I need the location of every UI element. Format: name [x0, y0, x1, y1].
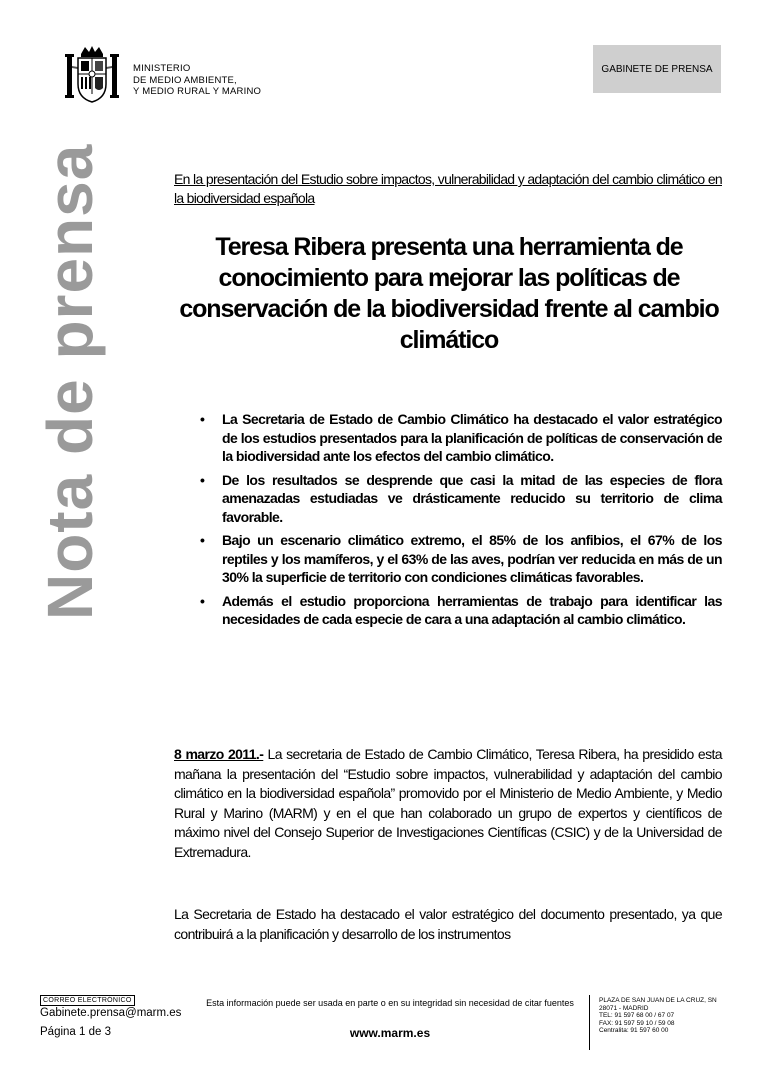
address-line: TEL: 91 597 68 00 / 67 07 — [599, 1012, 675, 1019]
address-line: Centralita: 91 597 60 00 — [599, 1027, 669, 1034]
bullet-icon: • — [200, 592, 205, 609]
list-item — [200, 531, 722, 587]
ministry-name — [133, 63, 261, 98]
address-line: PLAZA DE SAN JUAN DE LA CRUZ, SN — [599, 997, 717, 1004]
address-line: FAX: 91 597 59 10 / 59 08 — [599, 1019, 675, 1027]
gabinete-label: GABINETE DE PRENSA — [601, 63, 713, 75]
list-item — [200, 592, 722, 629]
bullet-text: Bajo un escenario climático extremo, el 85% de los anfibios, el 67% de los reptiles y los mamíferos, y el 63% de las aves, podrían ver reducida en más de un 30% la superficie de territorio con condiciones climáticas favorables. — [222, 532, 722, 585]
gabinete-de-prensa-box — [593, 45, 721, 93]
list-item — [200, 410, 722, 466]
usage-notice: Esta información puede ser usada en parte o en su integridad sin necesidad de citar fuentes — [206, 998, 574, 1008]
bullet-text: Además el estudio proporciona herramientas de trabajo para identificar las necesidades de cada especie de cara a una adaptación al cambio climático. — [222, 592, 722, 627]
list-item — [200, 471, 722, 527]
bullet-icon: • — [200, 471, 205, 488]
bullet-text: La Secretaria de Estado de Cambio Climático ha destacado el valor estratégico de los estudios presentados para la planificación de políticas de conservación de la biodiversidad ante los efectos del cambio climático. — [222, 411, 722, 464]
address-block — [599, 997, 717, 1035]
headline: Teresa Ribera presenta una herramienta de conocimiento para mejorar las políticas de conservación de la biodiversidad frente al cambio climático — [179, 233, 719, 354]
address-line: 28071 - MADRID — [599, 1004, 649, 1012]
ministry-line: Y MEDIO RURAL Y MARINO — [133, 86, 262, 97]
ministry-line: DE MEDIO AMBIENTE, — [133, 74, 237, 86]
ministry-line: MINISTERIO — [133, 63, 191, 74]
side-label-nota-de-prensa: Nota de prensa — [34, 143, 106, 620]
website-link[interactable]: www.marm.es — [349, 1026, 431, 1040]
bullet-text: De los resultados se desprende que casi la mitad de las especies de flora amenazadas estudiadas ve drásticamente reducido su territorio de clima favorable. — [222, 471, 722, 525]
paragraph-text: La secretaria de Estado de Cambio Climático, Teresa Ribera, ha presidido esta mañana la presentación del “Estudio sobre impactos, vulnerabilidad y adaptación del cambio climático en la biodiversidad española” promovido por el Ministerio de Medio Ambiente, y Medio Rural y Marino (MARM) y en el que han colaborado un grupo de expertos y científicos de máximo nivel del Consejo Superior de Investigaciones Científicas (CSIC) y de la Universidad de Extremadura. — [174, 746, 722, 860]
email-link[interactable]: Gabinete.prensa@marm.es — [40, 1007, 182, 1019]
correo-label: CORREO ELECTRÓNICO — [40, 995, 135, 1006]
lead-subtitle: En la presentación del Estudio sobre impactos, vulnerabilidad y adaptación del cambio climático en la biodiversidad española — [174, 171, 722, 206]
royal-crest-icon — [64, 44, 120, 104]
highlights-list — [200, 410, 722, 634]
page-number: Página 1 de 3 — [40, 1026, 111, 1038]
bullet-icon: • — [200, 411, 205, 427]
body-paragraph-2: La Secretaria de Estado ha destacado el valor estratégico del documento presentado, ya que contribuirá a la planificación y desarrollo de los instrumentos — [174, 906, 722, 942]
dateline: 8 marzo 2011.- — [174, 746, 264, 762]
footer-divider — [589, 995, 590, 1050]
body-paragraph-1 — [174, 745, 722, 862]
bullet-icon: • — [200, 532, 205, 548]
